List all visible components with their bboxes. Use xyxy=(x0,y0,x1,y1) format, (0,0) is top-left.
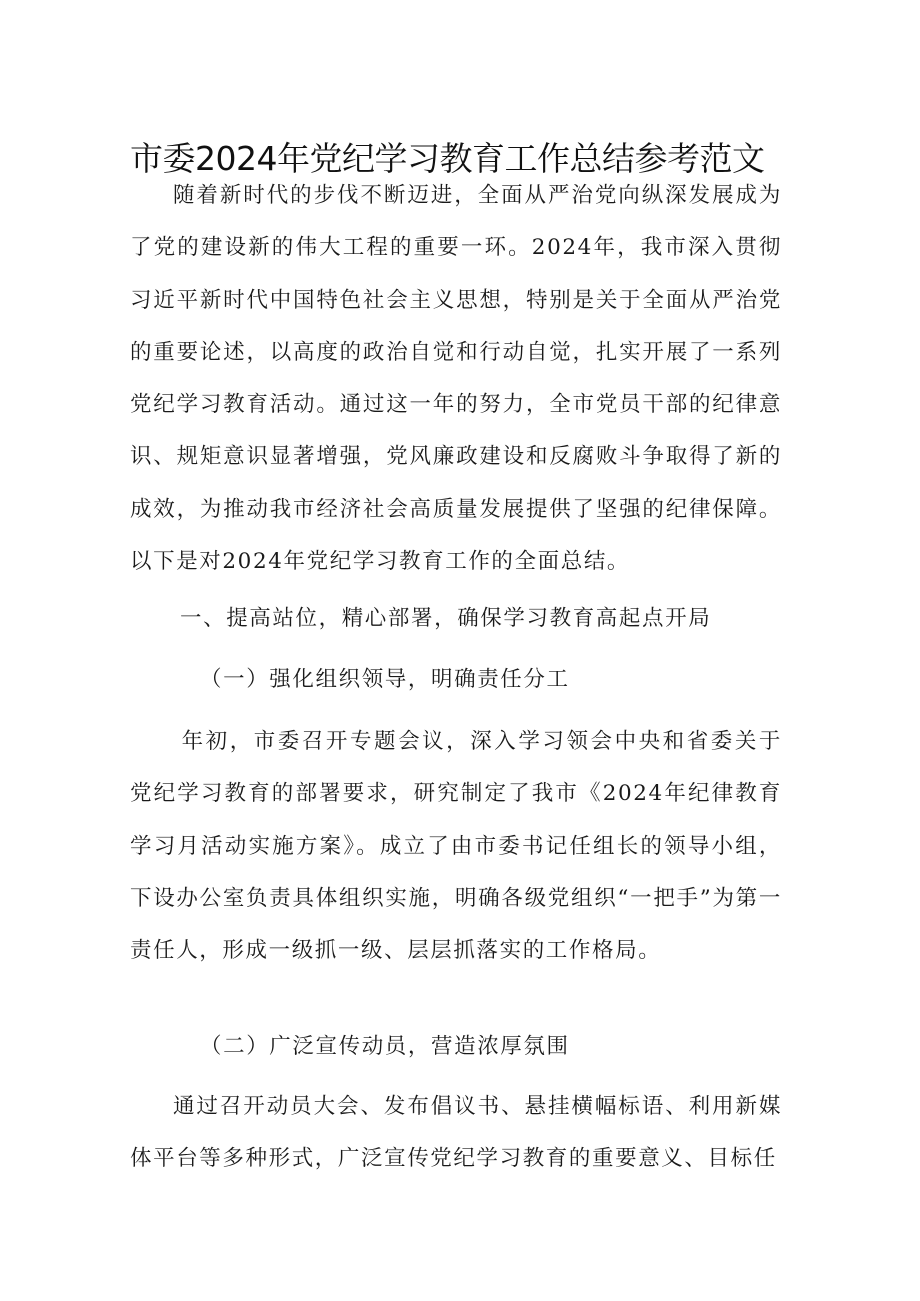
document-title: 市委2024年党纪学习教育工作总结参考范文 xyxy=(130,139,765,178)
subsection-2-paragraph: 通过召开动员大会、发布倡议书、悬挂横幅标语、利用新媒体平台等多种形式，广泛宣传党纪学习教育的重要意义、目标任 xyxy=(130,1094,782,1172)
intro-paragraph: 随着新时代的步伐不断迈进，全面从严治党向纵深发展成为了党的建设新的伟大工程的重要一环。2024年，我市深入贯彻习近平新时代中国特色社会主义思想，特别是关于全面从严治党的重要论述，以高度的政治自觉和行动自觉，扎实开展了一系列党纪学习教育活动。通过这一年的努力，全市党员干部的纪律意识、规矩意识显著增强，党风廉政建设和反腐败斗争取得了新的成效，为推动我市经济社会高质量发展提供了坚强的纪律保障。以下是对2024年党纪学习教育工作的全面总结。 xyxy=(130,183,782,575)
subsection-heading-1: （一）强化组织领导，明确责任分工 xyxy=(200,667,570,692)
subsection-1-paragraph: 年初，市委召开专题会议，深入学习领会中央和省委关于党纪学习教育的部署要求，研究制定了我市《2024年纪律教育学习月活动实施方案》。成立了由市委书记任组长的领导小组，下设办公室负责具体组织实施，明确各级党组织“一把手”为第一责任人，形成一级抓一级、层层抓落实的工作格局。 xyxy=(130,729,782,964)
section-heading-1: 一、提高站位，精心部署，确保学习教育高起点开局 xyxy=(180,606,712,631)
subsection-heading-2: （二）广泛宣传动员，营造浓厚氛围 xyxy=(200,1034,570,1059)
